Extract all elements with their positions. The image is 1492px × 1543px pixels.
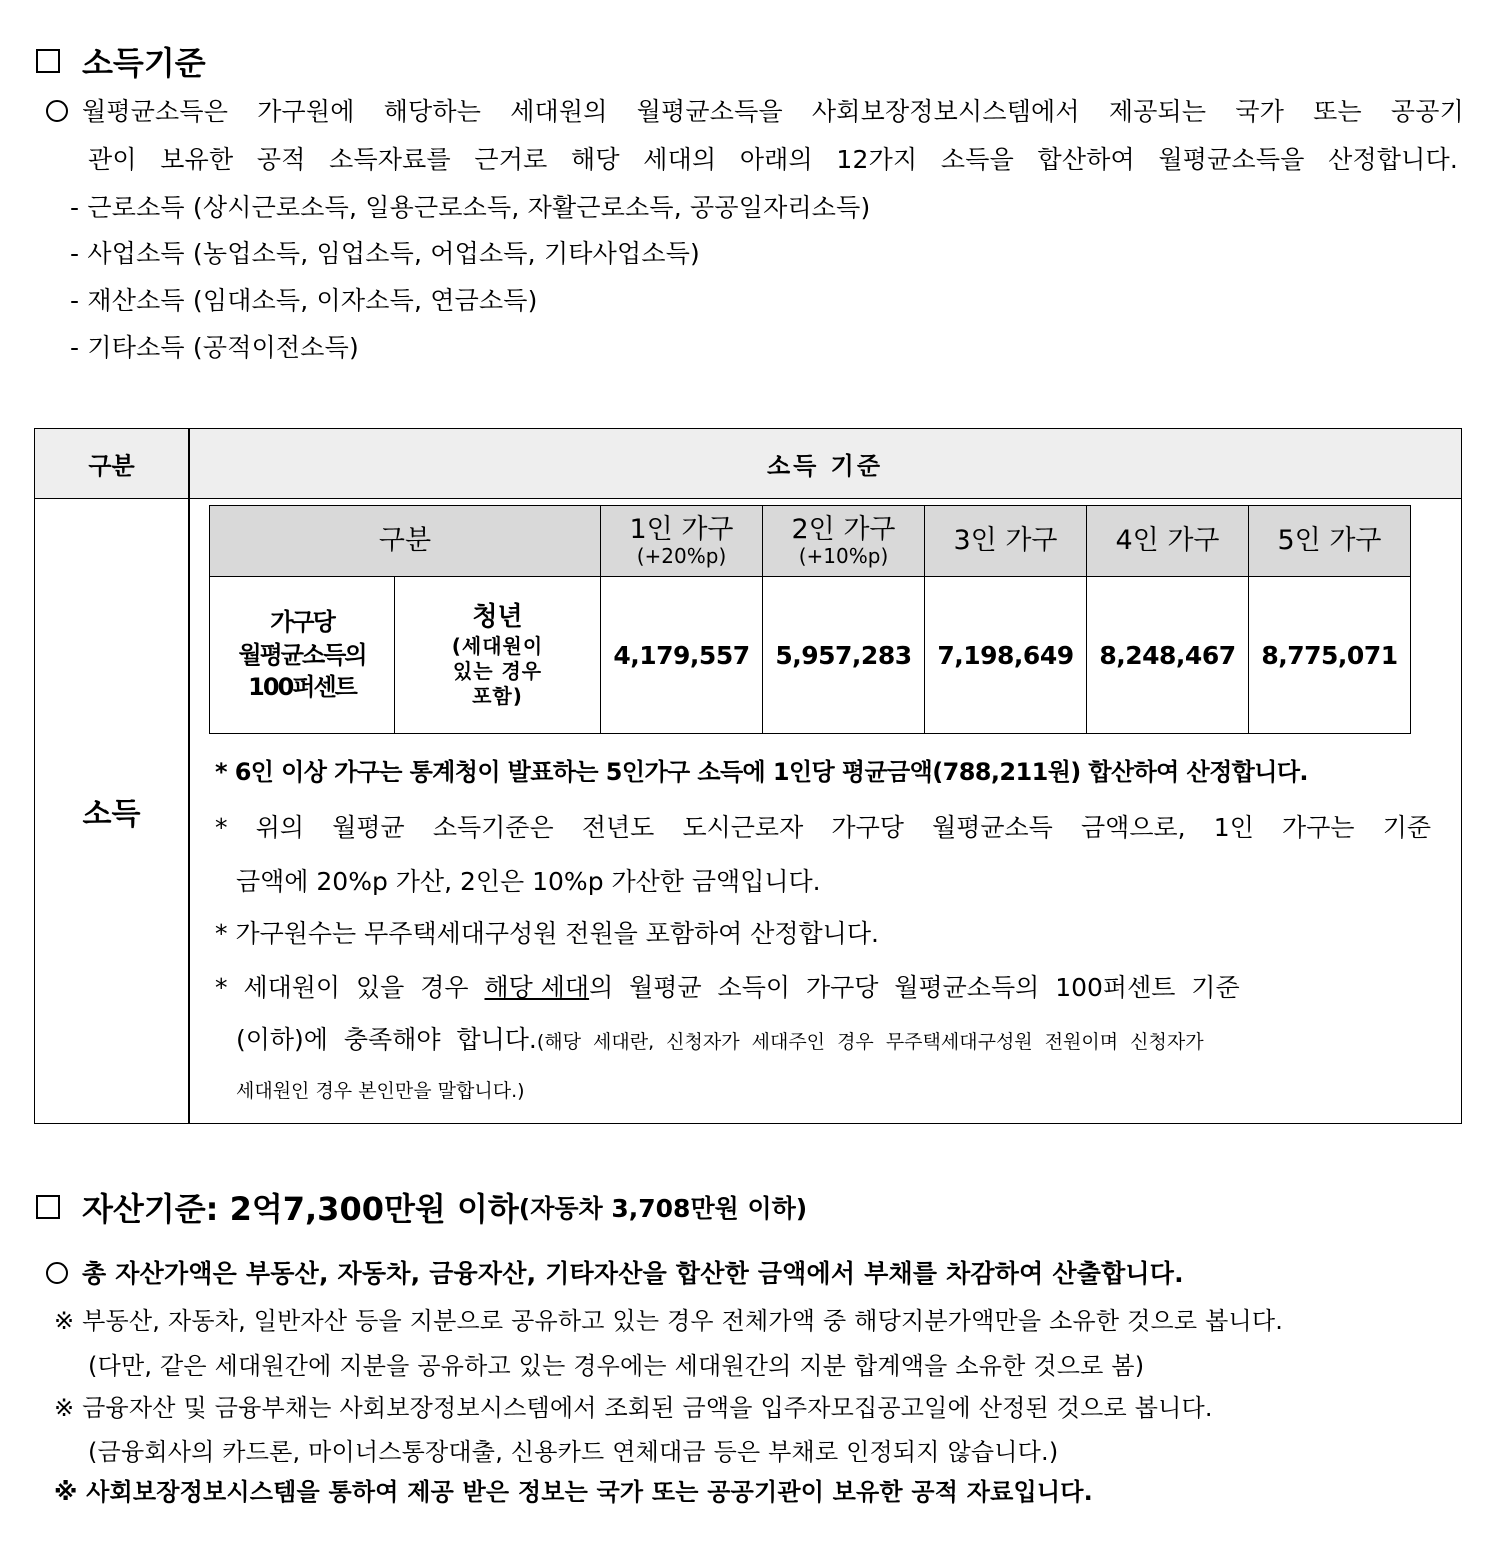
note-household-member-text-b: 의 월평균 소득이 가구당 월평균소득의 100퍼센트 기준	[589, 973, 1240, 1002]
asset-section-heading	[36, 1184, 807, 1230]
income-intro-line-1	[46, 92, 1464, 128]
income-section-title: 소득기준	[82, 44, 206, 82]
asset-note-3: ※ 사회보장정보시스템을 통하여 제공 받은 정보는 국가 또는 공공기관이 보유한 공적 자료입니다.	[54, 1478, 1093, 1506]
household-col-5	[1249, 506, 1411, 577]
household-col-3-main: 3인 가구	[953, 525, 1058, 557]
note-household-member-line-3	[236, 1074, 525, 1103]
value-1-person: 4,179,557	[601, 577, 763, 734]
income-item-2: - 사업소득 (농업소득, 임업소득, 어업소득, 기타사업소득)	[70, 239, 701, 268]
note-household-member-text-a: * 세대원이 있을 경우	[215, 973, 485, 1002]
household-col-4	[1087, 506, 1249, 577]
income-intro-text-1: 월평균소득은 가구원에 해당하는 세대원의 월평균소득을 사회보장정보시스템에서 제공되는 국가 또는 공공기	[82, 97, 1464, 126]
income-item-1: - 근로소득 (상시근로소득, 일용근로소득, 자활근로소득, 공공일자리소득)	[70, 193, 871, 222]
circle-bullet-icon	[46, 1262, 68, 1284]
note-household-member-line-2-small: (해당 세대란, 신청자가 세대주인 경우 무주택세대구성원 전원이며 신청자가	[536, 1031, 1204, 1053]
household-col-1	[601, 506, 763, 577]
household-col-4-main: 4인 가구	[1115, 525, 1220, 557]
header-category: 구분	[88, 451, 135, 480]
household-table-header-row	[210, 506, 1411, 577]
column-divider	[188, 429, 190, 1123]
household-col-5-main: 5인 가구	[1277, 525, 1382, 557]
note-household-member-line-2-main: (이하)에 충족해야 합니다.	[236, 1025, 537, 1054]
income-table-header	[35, 429, 1461, 499]
household-col-1-main: 1인 가구	[629, 513, 734, 545]
note-6-person: * 6인 이상 가구는 통계청이 발표하는 5인가구 소득에 1인당 평균금액(788,211원) 합산하여 산정합니다.	[215, 758, 1308, 786]
value-3-person: 7,198,649	[925, 577, 1087, 734]
note-income-basis-line-2: 금액에 20%p 가산, 2인은 10%p 가산한 금액입니다.	[236, 867, 821, 896]
value-4-person: 8,248,467	[1087, 577, 1249, 734]
row-label-income: 소득	[82, 797, 141, 832]
asset-note-2-line-2: (금융회사의 카드론, 마이너스통장대출, 신용카드 연체대금 등은 부채로 인정되지 않습니다.)	[88, 1438, 1059, 1466]
household-table-row	[210, 577, 1411, 734]
row-label-per-household	[210, 577, 395, 734]
asset-main-text: 총 자산가액은 부동산, 자동차, 금융자산, 기타자산을 합산한 금액에서 부채를 차감하여 산출합니다.	[82, 1259, 1184, 1288]
circle-bullet-icon	[46, 100, 68, 122]
note-household-member-line-1	[215, 968, 1240, 1004]
note-income-basis-line-1: * 위의 월평균 소득기준은 전년도 도시근로자 가구당 월평균소득 금액으로, 1인 가구는 기준	[215, 813, 1431, 842]
income-section-heading	[36, 38, 206, 84]
note-household-member-underline: 해당 세대	[484, 973, 590, 1002]
household-header-category	[210, 506, 601, 577]
row-label-1-line-3: 100퍼센트	[248, 673, 356, 702]
household-header-category-text: 구분	[378, 525, 432, 557]
asset-section-title-small: (자동차 3,708만원 이하)	[518, 1194, 808, 1223]
income-intro-line-2: 관이 보유한 공적 소득자료를 근거로 해당 세대의 아래의 12가지 소득을 합산하여 월평균소득을 산정합니다.	[88, 145, 1458, 174]
household-col-1-sub: (+20%p)	[636, 544, 727, 569]
household-income-table	[209, 505, 1411, 734]
checkbox-square-icon	[36, 49, 60, 73]
row-label-youth-sub-3: 포함)	[472, 683, 523, 708]
value-5-person: 8,775,071	[1249, 577, 1411, 734]
row-label-youth-sub-2: 있는 경우	[452, 658, 543, 683]
asset-note-2-line-1: ※ 금융자산 및 금융부채는 사회보장정보시스템에서 조회된 금액을 입주자모집공고일에 산정된 것으로 봅니다.	[54, 1394, 1213, 1422]
household-col-2-main: 2인 가구	[791, 513, 896, 545]
income-item-3: - 재산소득 (임대소득, 이자소득, 연금소득)	[70, 286, 538, 315]
note-household-count: * 가구원수는 무주택세대구성원 전원을 포함하여 산정합니다.	[215, 919, 879, 948]
row-label-youth	[395, 577, 601, 734]
household-col-3	[925, 506, 1087, 577]
household-col-2	[763, 506, 925, 577]
note-household-member-line-3-small: 세대원인 경우 본인만을 말합니다.)	[236, 1080, 525, 1102]
household-col-2-sub: (+10%p)	[798, 544, 889, 569]
row-label-youth-sub-1: (세대원이	[451, 633, 544, 658]
asset-note-1-line-2: (다만, 같은 세대원간에 지분을 공유하고 있는 경우에는 세대원간의 지분 합계액을 소유한 것으로 봄)	[88, 1352, 1145, 1380]
row-label-1-line-2: 월평균소득의	[238, 640, 366, 669]
income-item-4: - 기타소득 (공적이전소득)	[70, 333, 359, 362]
row-label-1-line-1: 가구당	[270, 608, 334, 637]
note-household-member-line-2	[236, 1020, 1204, 1056]
header-income-criteria: 소득 기준	[766, 451, 884, 480]
value-2-person: 5,957,283	[763, 577, 925, 734]
asset-main-line	[46, 1254, 1184, 1290]
row-label-youth-main: 청년	[472, 602, 523, 633]
asset-note-1-line-1: ※ 부동산, 자동차, 일반자산 등을 지분으로 공유하고 있는 경우 전체가액 중 해당지분가액만을 소유한 것으로 봅니다.	[54, 1307, 1284, 1335]
asset-section-title: 자산기준: 2억7,300만원 이하	[82, 1190, 519, 1228]
checkbox-square-icon	[36, 1195, 60, 1219]
